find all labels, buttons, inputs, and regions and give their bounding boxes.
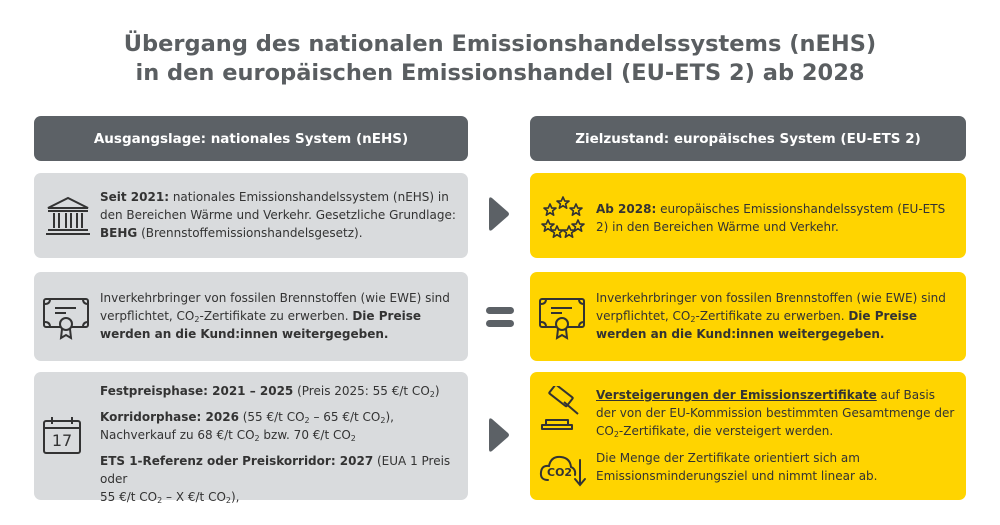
co2-reduction-cloud-icon [538,450,588,488]
page-title-line-2: in den europäischen Emissionshandel (EU-ETS 2) ab 2028 [135,60,865,86]
fixed-price-phase: Festpreisphase: 2021 – 2025 (Preis 2025: 55 €/t $CO_2$) [100,384,440,399]
right-column-header: Zielzustand: europäisches System (EU-ETS 2) [530,116,966,161]
equals-icon [484,303,516,331]
right-box3-auction-text: Versteigerungen der Emissionszertifikate auf Basis der von der EU-Kommission bestimmten Gesamtmenge der $CO_2$-Zertifikate, die versteigert werden. [596,388,955,439]
right-box-obligation [530,272,966,361]
right-box-euets2-intro [530,173,966,258]
auction-gavel-icon [540,386,586,432]
left-box-obligation [34,272,468,361]
right-box-auction [530,372,966,500]
right-box1-text: Ab 2028: europäisches Emissionshandelssystem (EU-ETS 2) in den Bereichen Wärme und Verkehr. [596,202,946,234]
arrow-right-icon [487,196,511,232]
left-box-nehs-intro [34,173,468,258]
page-title-line-1: Übergang des nationalen Emissionshandelssystems (nEHS) [123,31,877,57]
government-building-icon [44,195,92,237]
left-box1-text: Seit 2021: nationales Emissionshandelssystem (nEHS) in den Bereichen Wärme und Verkehr. Gesetzliche Grundlage: BEHG (Brennstoffemissionshandelsgesetz). [100,190,456,240]
left-column-header: Ausgangslage: nationales System (nEHS) [34,116,468,161]
eu-stars-icon [540,195,586,239]
calendar-day: 17 [51,431,73,450]
left-box2-text: Inverkehrbringer von fossilen Brennstoffen (wie EWE) sind verpflichtet, $CO_2$-Zertifikate zu erwerben. Die Preise werden an die Kund:innen weitergegeben. [100,291,450,341]
certificate-icon [538,296,588,340]
right-box3-reduction-text: Die Menge der Zertifikate orientiert sich am Emissionsminderungsziel und nimmt linear ab. [596,451,878,483]
right-box2-text: Inverkehrbringer von fossilen Brennstoffen (wie EWE) sind verpflichtet, $CO_2$-Zertifikate zu erwerben. Die Preise werden an die Kund:innen weitergegeben. [596,291,946,341]
left-box-price-phases [34,372,468,505]
left-box3-text [100,382,462,506]
corridor-phase: Korridorphase: 2026 (55 €/t $CO_2 - 65$ €/t $CO_2$), Nachverkauf zu 68 €/t $CO_2$ bzw. 70 €/t $CO_2$ [100,410,394,443]
co2-label: CO2 [547,466,573,479]
ets1-reference-phase: ETS 1-Referenz oder Preiskorridor: 2027 (EUA 1 Preis oder 55 €/t $CO_2$ – X €/t $CO_2$), [100,454,451,505]
certificate-icon [42,296,92,340]
calendar-icon [42,416,84,456]
arrow-right-icon [487,417,511,453]
